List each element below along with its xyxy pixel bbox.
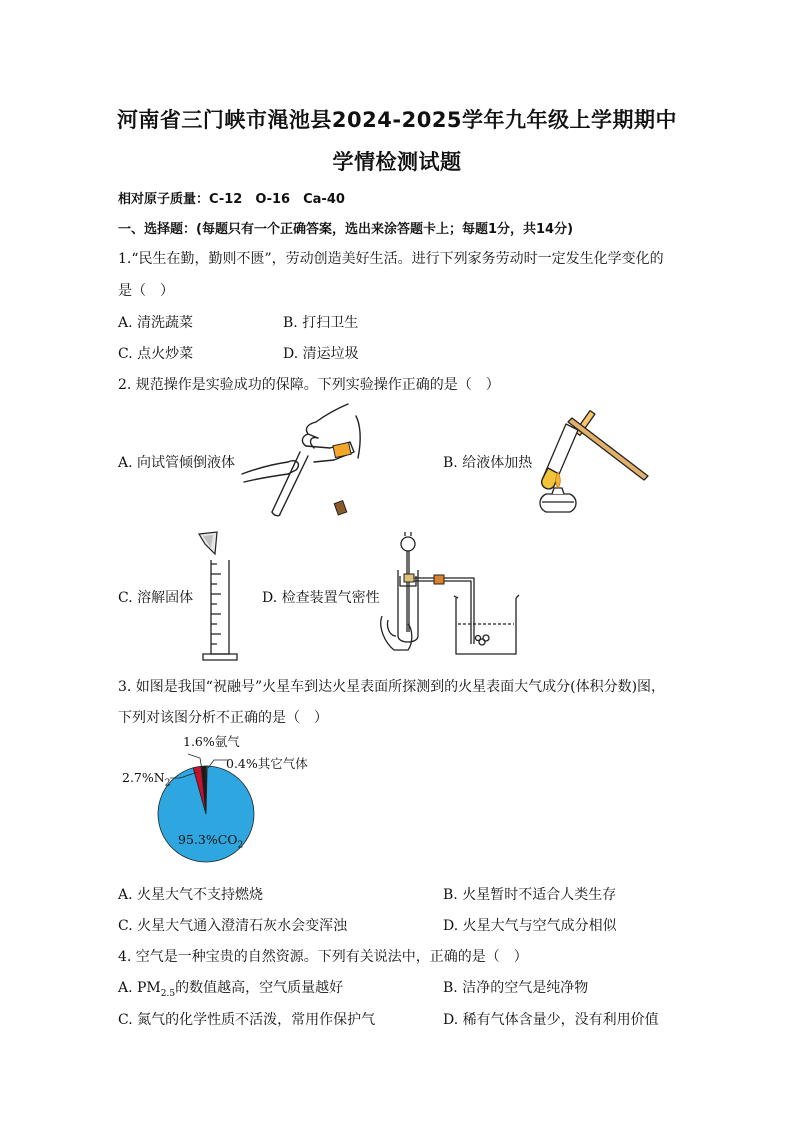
pie-label-argon: 1.6%氩气	[183, 734, 240, 749]
q4-option-d: D. 稀有气体含量少，没有利用价值	[443, 1012, 659, 1028]
q1-stem-line1: 1.“民生在勤，勤则不匮”，劳动创造美好生活。进行下列家务劳动时一定发生化学变化的	[118, 251, 664, 267]
q2-option-b: B. 给液体加热	[443, 455, 533, 471]
section-heading: 一、选择题：(每题只有一个正确答案，选出来涂答题卡上；每题1分，共14分)	[118, 222, 574, 237]
q4-option-c: C. 氮气的化学性质不活泼，常用作保护气	[118, 1012, 376, 1028]
q3-option-c: C. 火星大气通入澄清石灰水会变浑浊	[118, 918, 348, 934]
exam-title-line1: 河南省三门峡市渑池县2024-2025学年九年级上学期期中	[116, 108, 678, 132]
q1-option-a: A. 清洗蔬菜	[118, 315, 194, 331]
q4-stem: 4. 空气是一种宝贵的自然资源。下列有关说法中，正确的是（ ）	[118, 949, 528, 965]
q3-option-d: D. 火星大气与空气成分相似	[443, 918, 617, 934]
airtightness-check-illustration	[378, 532, 520, 660]
q3-stem-line1: 3. 如图是我国“祝融号”火星车到达火星表面所探测到的火星表面大气成分(体积分数)图，	[118, 679, 666, 695]
atomic-masses: 相对原子质量：C-12 O-16 Ca-40	[118, 192, 345, 207]
q3-option-b: B. 火星暂时不适合人类生存	[443, 887, 617, 903]
q2-option-c: C. 溶解固体	[118, 590, 194, 606]
q3-option-a: A. 火星大气不支持燃烧	[118, 887, 264, 903]
mars-atmosphere-pie-chart	[148, 730, 318, 880]
q4-option-a: A. $PM_{2.5}$的数值越高，空气质量越好	[118, 980, 344, 999]
exam-title-line2: 学情检测试题	[332, 150, 462, 174]
pie-label-co2: $95.3\%CO_2$	[178, 832, 244, 851]
q2-option-d: D. 检查装置气密性	[262, 590, 380, 606]
pie-label-other-gases: 0.4%其它气体	[226, 756, 308, 771]
pie-label-n2: $2.7\%N_2$	[122, 770, 171, 789]
q3-stem-line2: 下列对该图分析不正确的是（ ）	[118, 710, 328, 726]
q1-stem-line2: 是（ ）	[118, 283, 174, 299]
q1-option-b: B. 打扫卫生	[283, 315, 359, 331]
q1-option-d: D. 清运垃圾	[283, 346, 359, 362]
q4-option-b: B. 洁净的空气是纯净物	[443, 980, 589, 996]
q1-option-c: C. 点火炒菜	[118, 346, 194, 362]
q2-option-a: A. 向试管倾倒液体	[118, 455, 236, 471]
heating-liquid-illustration	[528, 402, 656, 520]
dissolving-solid-illustration	[193, 530, 245, 662]
q2-stem: 2. 规范操作是实验成功的保障。下列实验操作正确的是（ ）	[118, 377, 500, 393]
pouring-liquid-illustration	[238, 402, 368, 517]
